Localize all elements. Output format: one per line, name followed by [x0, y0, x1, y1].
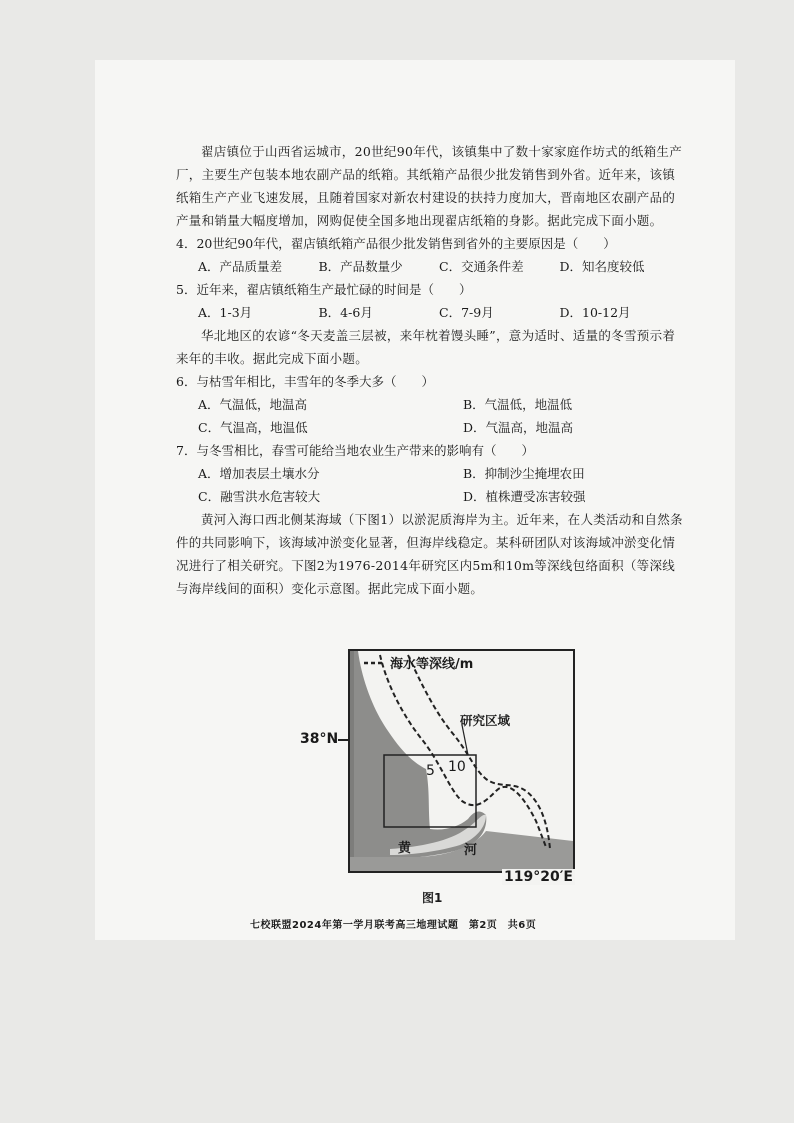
- question-6-options-row1: [176, 393, 686, 416]
- question-4-stem: 4．20世纪90年代，翟店镇纸箱产品很少批发销售到省外的主要原因是（ ）: [176, 236, 616, 251]
- figure-caption: 图1: [422, 891, 443, 905]
- contour-5-label: 5: [426, 763, 435, 779]
- contour-10-label: 10: [448, 759, 466, 775]
- q4-option-c[interactable]: C．交通条件差: [439, 259, 524, 274]
- land-edge: [350, 651, 354, 857]
- river-label-huang: 黄: [398, 841, 412, 856]
- question-5-stem: 5．近年来，翟店镇纸箱生产最忙碌的时间是（ ）: [176, 282, 472, 297]
- study-area-label: 研究区域: [460, 713, 511, 728]
- q5-option-a[interactable]: A．1-3月: [198, 305, 253, 320]
- q7-option-c[interactable]: C．融雪洪水危害较大: [198, 489, 321, 504]
- question-7-options-row1: [176, 462, 686, 485]
- q6-option-d[interactable]: D．气温高，地温高: [463, 420, 574, 435]
- q5-option-c[interactable]: C．7-9月: [439, 305, 494, 320]
- study-area-pointer: [462, 725, 468, 755]
- river-label-he: 河: [464, 843, 478, 858]
- question-6-options-row2: [176, 416, 686, 439]
- passage-yellow-river: 黄河入海口西北侧某海域（下图1）以淤泥质海岸为主。近年来，在人类活动和自然条件的共同影响下，该海域冲淤变化显著，但海岸线稳定。某科研团队对该海域冲淤变化情况进行了相关研究。下图2为1976-2014年研究区内5m和10m等深线包络面积（等深线与海岸线间的面积）变化示意图。据此完成下面小题。: [176, 512, 683, 596]
- passage-snow-proverb: 华北地区的农谚“冬天麦盖三层被，来年枕着馒头睡”，意为适时、适量的冬雪预示着来年的丰收。据此完成下面小题。: [176, 328, 676, 366]
- q6-option-b[interactable]: B．气温低，地温低: [463, 397, 573, 412]
- question-5-options: [176, 301, 686, 324]
- question-text-block: [176, 140, 686, 600]
- figure-1: [300, 645, 580, 885]
- q7-option-d[interactable]: D．植株遭受冻害较强: [463, 489, 586, 504]
- q6-option-c[interactable]: C．气温高，地温低: [198, 420, 308, 435]
- latitude-tick: [338, 739, 348, 741]
- page-footer: 七校联盟2024年第一学月联考高三地理试题 第2页 共6页: [250, 920, 537, 931]
- question-7-options-row2: [176, 485, 686, 508]
- question-7-stem: 7．与冬雪相比，春雪可能给当地农业生产带来的影响有（ ）: [176, 443, 534, 458]
- passage-paper-box: 翟店镇位于山西省运城市，20世纪90年代，该镇集中了数十家家庭作坊式的纸箱生产厂，主要生产包装本地农副产品的纸箱。其纸箱产品很少批发销售到外省。近年来，该镇纸箱生产产业飞速发展，且随着国家对新农村建设的扶持力度加大，晋南地区农副产品的产量和销量大幅度增加，网购促使全国多地出现翟店纸箱的身影。据此完成下面小题。: [176, 144, 683, 228]
- land-area: [350, 651, 486, 857]
- q4-option-a[interactable]: A．产品质量差: [198, 259, 283, 274]
- q7-option-a[interactable]: A．增加表层土壤水分: [198, 466, 320, 481]
- q7-option-b[interactable]: B．抑制沙尘掩埋农田: [463, 466, 585, 481]
- latitude-label: 38°N: [300, 731, 339, 747]
- legend-label: 海水等深线/m: [390, 657, 474, 672]
- q4-option-d[interactable]: D．知名度较低: [559, 259, 645, 274]
- longitude-label: 119°20′E: [504, 869, 573, 885]
- question-6-stem: 6．与枯雪年相比，丰雪年的冬季大多（ ）: [176, 374, 434, 389]
- q4-option-b[interactable]: B．产品数量少: [318, 259, 403, 274]
- q6-option-a[interactable]: A．气温低，地温高: [198, 397, 308, 412]
- map-frame: [348, 649, 575, 873]
- question-4-options: [176, 255, 686, 278]
- q5-option-d[interactable]: D．10-12月: [559, 305, 631, 320]
- q5-option-b[interactable]: B．4-6月: [318, 305, 373, 320]
